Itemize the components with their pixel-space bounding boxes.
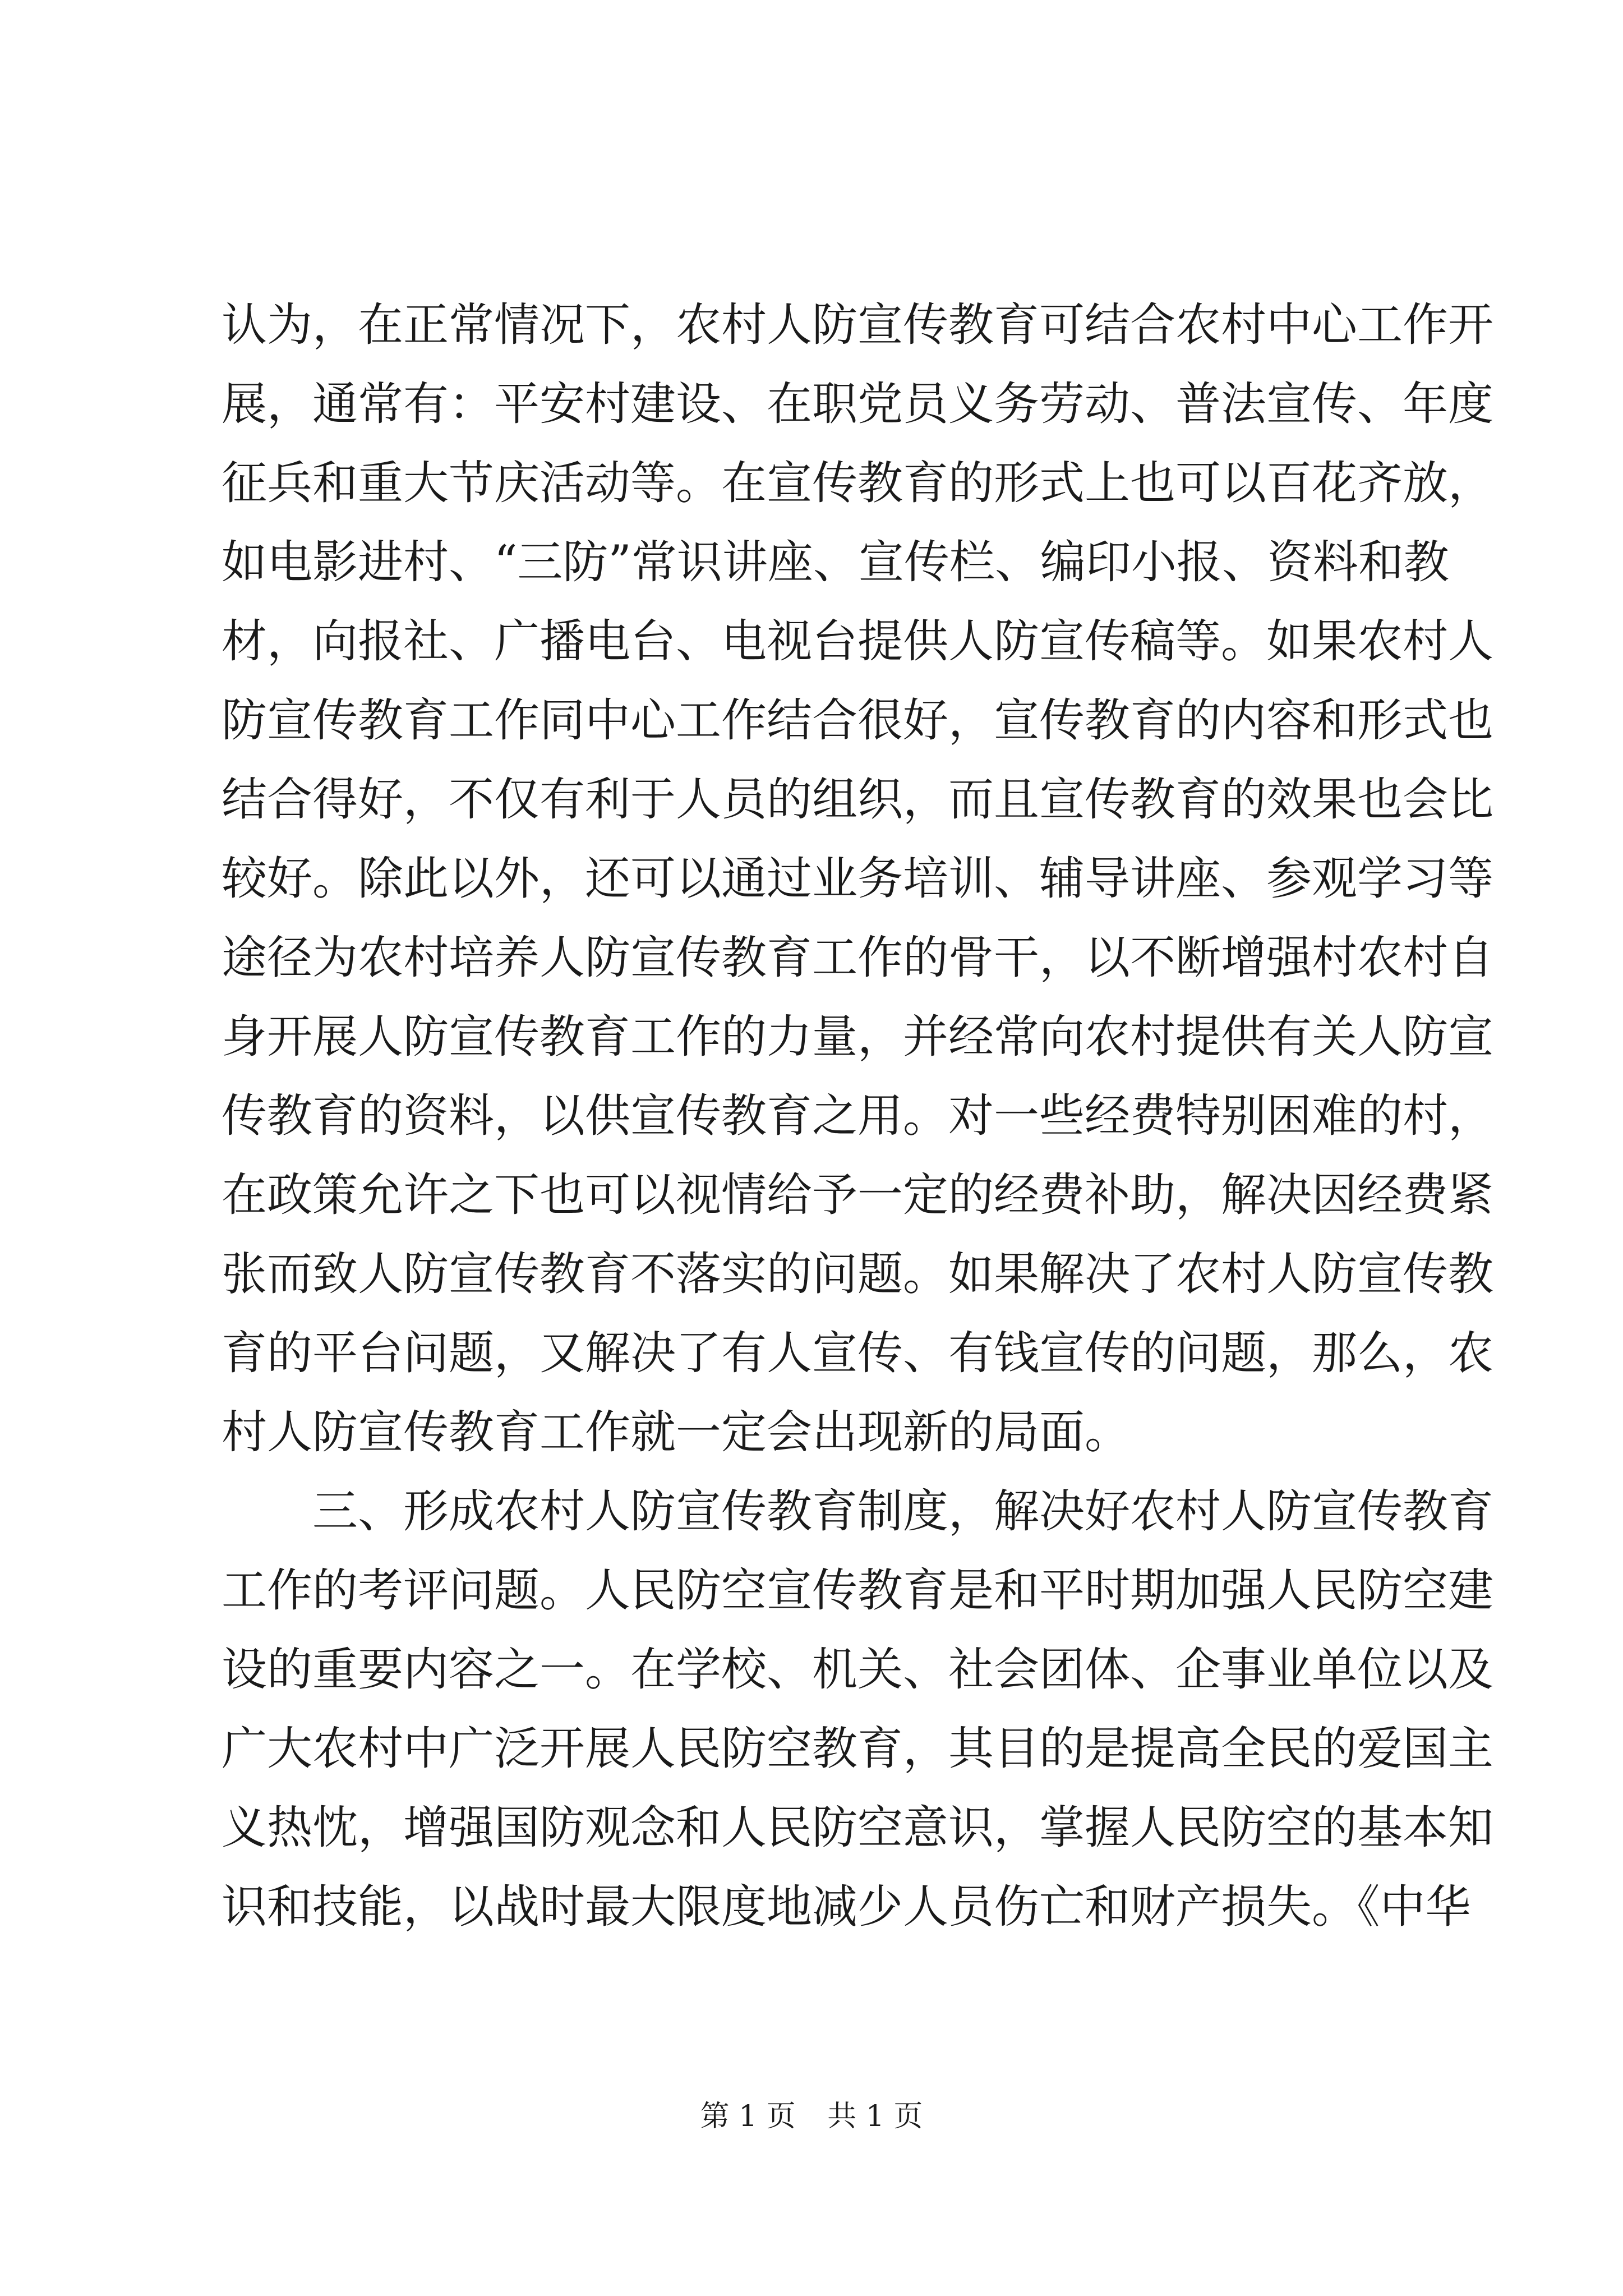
page-number: 第 1 页	[700, 2100, 796, 2133]
page-total: 共 1 页	[827, 2100, 923, 2133]
paragraph-line: 工作的考评问题。人民防空宣传教育是和平时期加强人民防空建	[222, 1565, 1494, 1617]
paragraph-line: 防宣传教育工作同中心工作结合很好，宣传教育的内容和形式也	[222, 694, 1494, 747]
page-footer	[0, 2097, 1623, 2136]
paragraph-line: 传教育的资料，以供宣传教育之用。对一些经费特别困难的村，	[222, 1090, 1494, 1143]
paragraph-line: 村人防宣传教育工作就一定会出现新的局面。	[222, 1406, 1131, 1459]
paragraph-line: 征兵和重大节庆活动等。在宣传教育的形式上也可以百花齐放，	[222, 457, 1494, 510]
paragraph-line: 设的重要内容之一。在学校、机关、社会团体、企事业单位以及	[222, 1644, 1494, 1696]
body-text	[222, 286, 1494, 1947]
paragraph-line: 较好。除此以外，还可以通过业务培训、辅导讲座、参观学习等	[222, 853, 1494, 905]
paragraph-line: 结合得好，不仅有利于人员的组织，而且宣传教育的效果也会比	[222, 774, 1494, 826]
paragraph-line: 广大农村中广泛开展人民防空教育，其目的是提高全民的爱国主	[222, 1723, 1494, 1775]
paragraph-line: 途径为农村培养人防宣传教育工作的骨干，以不断增强村农村自	[222, 932, 1494, 984]
paragraph-line: 认为，在正常情况下，农村人防宣传教育可结合农村中心工作开	[222, 299, 1494, 352]
paragraph-line: 材，向报社、广播电台、电视台提供人防宣传稿等。如果农村人	[222, 615, 1494, 668]
paragraph-line: 展，通常有：平安村建设、在职党员义务劳动、普法宣传、年度	[222, 378, 1494, 431]
paragraph-line: 识和技能，以战时最大限度地减少人员伤亡和财产损失。《中华	[222, 1881, 1471, 1934]
paragraph-line: 三、形成农村人防宣传教育制度，解决好农村人防宣传教育	[312, 1485, 1494, 1538]
paragraph-line: 身开展人防宣传教育工作的力量，并经常向农村提供有关人防宣	[222, 1011, 1494, 1064]
paragraph-line: 张而致人防宣传教育不落实的问题。如果解决了农村人防宣传教	[222, 1248, 1494, 1301]
paragraph-line: 育的平台问题，又解决了有人宣传、有钱宣传的问题，那么，农	[222, 1327, 1494, 1380]
paragraph-line: 如电影进村、“三防”常识讲座、宣传栏、编印小报、资料和教	[222, 536, 1449, 589]
paragraph-line: 在政策允许之下也可以视情给予一定的经费补助，解决因经费紧	[222, 1169, 1494, 1222]
paragraph-line: 义热忱，增强国防观念和人民防空意识，掌握人民防空的基本知	[222, 1802, 1494, 1855]
